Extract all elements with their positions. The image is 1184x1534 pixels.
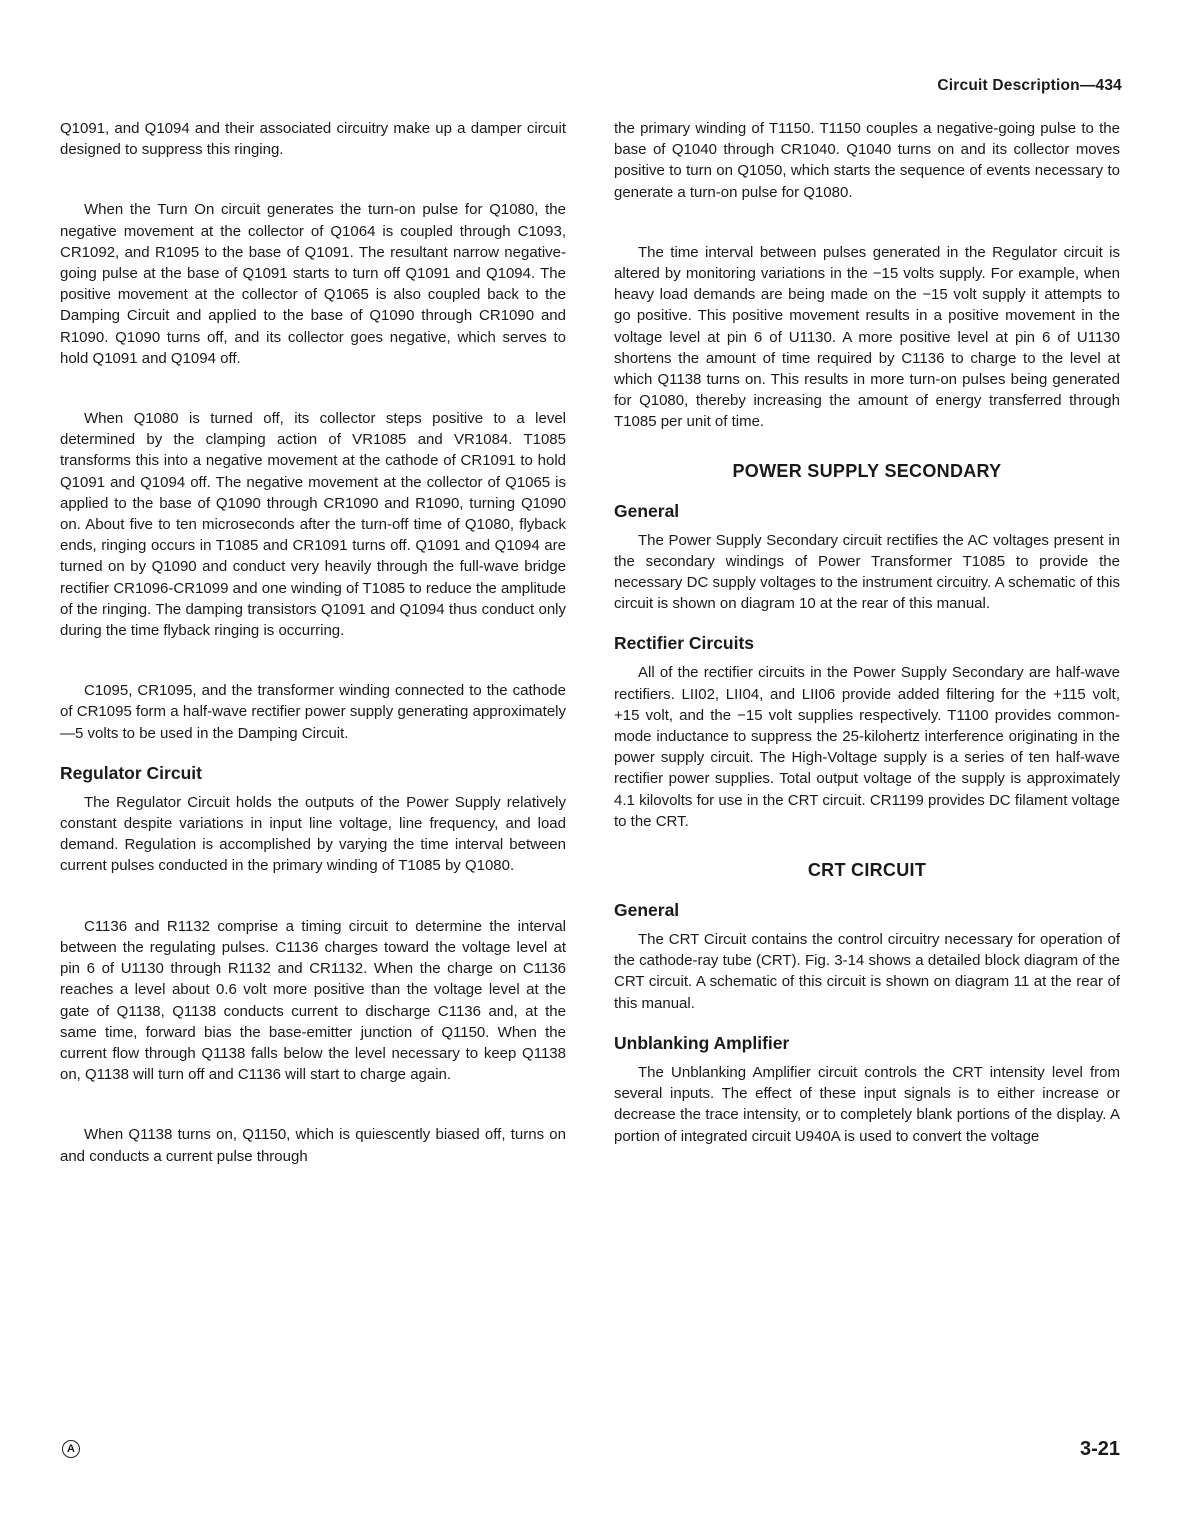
paragraph: The Power Supply Secondary circuit rectifies the AC voltages present in the secondary windings of Power Transformer T1085 to provide the necessary DC supply voltages to the instrument circuitry. A schematic of this circuit is shown on diagram 10 at the rear of this manual. (614, 531, 1120, 613)
subsection-heading-rectifier: Rectifier Circuits (614, 633, 755, 654)
right-column (614, 118, 1120, 1147)
left-column (60, 118, 566, 1167)
subsection-heading-general: General (614, 500, 680, 521)
paragraph: C1095, CR1095, and the transformer winding connected to the cathode of CR1095 form a half-wave rectifier power supply generating approximately —5 volts to be used in the Damping Circuit. (60, 682, 566, 742)
paragraph: The CRT Circuit contains the control circuitry necessary for operation of the cathode-ray tube (CRT). Fig. 3-14 shows a detailed block diagram of the CRT circuit. A schematic of this circuit is shown on diagram 11 at the rear of this manual. (614, 931, 1120, 1012)
paragraph: C1136 and R1132 comprise a timing circuit to determine the interval between the regulating pulses. C1136 charges toward the voltage level at pin 6 of U1130 through R1132 and CR1132. When the charge on C1136 reaches a level about 0.6 volt more positive than the voltage level at the gate of Q1138, Q1138 conducts current to discharge C1136 and, at the same time, forward bias the base-emitter junction of Q1150. When the current flow through Q1138 falls below the level necessary to keep Q1138 on, Q1138 will turn off and C1136 will start to charge again. (60, 917, 566, 1084)
paragraph: When the Turn On circuit generates the turn-on pulse for Q1080, the negative movement at the collector of Q1064 is coupled through C1093, CR1092, and R1095 to the base of Q1091. The resultant narrow negative-going pulse at the base of Q1091 starts to turn off Q1091 and Q1094. The positive movement at the collector of Q1065 is also coupled back to the Damping Circuit and applied to the base of Q1090 through CR1090 and R1090. Q1090 turns off, and its collector goes negative, which serves to hold Q1091 and Q1094 off. (60, 201, 566, 367)
section-heading-regulator: Regulator Circuit (60, 762, 202, 783)
paragraph: The Unblanking Amplifier circuit controls the CRT intensity level from several inputs. The effect of these input signals is to either increase or decrease the trace intensity, or to completely blank portions of the display. A portion of integrated circuit U940A is used to convert the voltage (614, 1063, 1120, 1145)
page-number: 3-21 (1079, 1438, 1120, 1460)
section-heading-crt-circuit: CRT CIRCUIT (807, 860, 927, 881)
section-heading-power-supply-secondary: POWER SUPPLY SECONDARY (732, 460, 1002, 481)
paragraph: When Q1080 is turned off, its collector steps positive to a level determined by the clamping action of VR1085 and VR1084. T1085 transforms this into a negative movement at the cathode of CR1091 to hold Q1091 and Q1094 off. The negative movement at the collector of Q1065 is applied to the base of Q1090 through CR1090 and R1090, turning Q1090 on. About five to ten microseconds after the turn-off time of Q1080, flyback ends, ringing occurs in T1085 and CR1091 turns off. Q1091 and Q1094 are turned on by Q1090 and conduct very heavily through the full-wave bridge rectifier CR1096-CR1099 and one winding of T1085 to reduce the amplitude of the ringing. The damping transistors Q1091 and Q1094 thus conduct only during the time flyback ringing is occurring. (60, 410, 566, 640)
paragraph: The Regulator Circuit holds the outputs of the Power Supply relatively constant despite variations in input line voltage, line frequency, and load demand. Regulation is accomplished by varying the time interval between current pulses conducted in the primary winding of T1085 by Q1080. (60, 793, 566, 875)
paragraph: the primary winding of T1150. T1150 couples a negative-going pulse to the base of Q1040 through CR1040. Q1040 turns on and its collector moves positive to turn on Q1050, which starts the sequence of events necessary to generate a turn-on pulse for Q1080. (614, 120, 1120, 201)
paragraph: The time interval between pulses generated in the Regulator circuit is altered by monitoring variations in the −15 volts supply. For example, when heavy load demands are being made on the −15 volt supply it attempts to go positive. This positive movement results in a positive movement in the voltage level at pin 6 of U1130. A more positive level at pin 6 of U1130 shortens the amount of time required by C1136 to charge to the level at which Q1138 turns on. This results in more turn-on pulses being generated for Q1080, thereby increasing the amount of energy transferred through T1085 per unit of time. (614, 243, 1120, 431)
paragraph: When Q1138 turns on, Q1150, which is quiescently biased off, turns on and conducts a current pulse through (60, 1126, 566, 1165)
paragraph: All of the rectifier circuits in the Power Supply Secondary are half-wave rectifiers. LII02, LII04, and LII06 provide added filtering for the +115 volt, +15 volt, and the −15 volt supplies respectively. T1100 provides common-mode inductance to suppress the 25-kilohertz interference originating in the power supply circuit. The High-Voltage supply is a series of ten half-wave rectifier power supplies. Total output voltage of the supply is approximately 4.1 kilovolts for use in the CRT circuit. CR1199 provides DC filament voltage to the CRT. (614, 664, 1120, 830)
subsection-heading-unblanking: Unblanking Amplifier (614, 1032, 790, 1053)
revision-mark: A (62, 1440, 80, 1458)
paragraph: Q1091, and Q1094 and their associated circuitry make up a damper circuit designed to suppress this ringing. (60, 120, 566, 159)
running-header: Circuit Description—434 (937, 77, 1122, 94)
subsection-heading-general: General (614, 900, 680, 921)
